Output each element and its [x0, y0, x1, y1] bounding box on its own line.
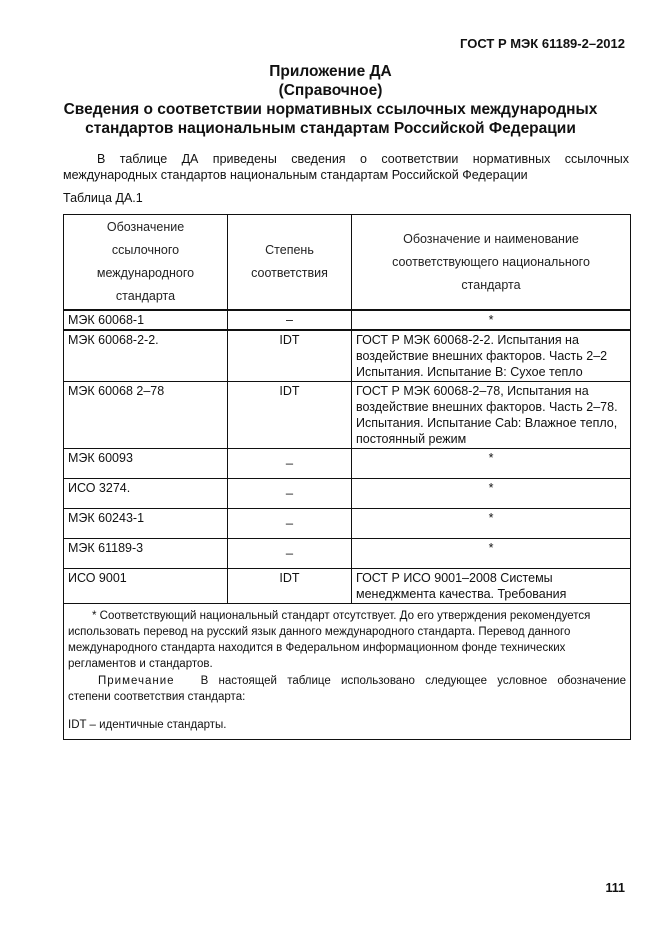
cell-degree: _: [228, 509, 352, 539]
cell-national: *: [352, 539, 631, 569]
cell-degree: IDT: [228, 382, 352, 449]
table-footnotes: [64, 604, 631, 740]
cell-national: ГОСТ Р ИСО 9001–2008 Системы менеджмента качества. Требования: [352, 569, 631, 604]
table-row: [64, 382, 631, 449]
header-reference-standard: Обозначение ссылочного международного стандарта: [64, 215, 228, 311]
appendix-title: [40, 62, 621, 138]
table-row: [64, 509, 631, 539]
cell-standard: ИСО 3274.: [64, 479, 228, 509]
cell-standard: МЭК 60068-2-2.: [64, 330, 228, 382]
cell-national: *: [352, 449, 631, 479]
table-row: [64, 310, 631, 330]
idt-definition: IDT – идентичные стандарты.: [68, 719, 227, 731]
cell-standard: МЭК 60068-1: [64, 310, 228, 330]
document-code: ГОСТ Р МЭК 61189-2–2012: [460, 36, 625, 51]
appendix-subject-line-1: Сведения о соответствии нормативных ссылочных международных: [63, 101, 598, 118]
cell-degree: IDT: [228, 330, 352, 382]
note-text: В настоящей таблице использовано следующее условное обозначение степени соответствия стандарта:: [68, 675, 626, 703]
cell-degree: _: [228, 449, 352, 479]
cell-national: ГОСТ Р МЭК 60068-2-2. Испытания на воздействие внешних факторов. Часть 2–2 Испытания. Испытание В: Сухое тепло: [352, 330, 631, 382]
table-caption: Таблица ДА.1: [63, 191, 143, 205]
table-row: [64, 479, 631, 509]
cell-national: *: [352, 479, 631, 509]
table-row: [64, 449, 631, 479]
footnote-text: * Соответствующий национальный стандарт отсутствует. До его утверждения рекомендуется использовать перевод на русский язык данного международного стандарта. Перевод данного международного стандарта находится в Федеральном информационном фонде технических регламентов и стандартов.: [68, 610, 591, 670]
header-degree: Степень соответствия: [228, 215, 352, 311]
page-number: 111: [605, 881, 625, 895]
appendix-heading: Приложение ДА: [269, 63, 392, 80]
correspondence-table: [63, 214, 631, 740]
cell-degree: IDT: [228, 569, 352, 604]
cell-standard: МЭК 60068 2–78: [64, 382, 228, 449]
cell-degree: _: [228, 539, 352, 569]
cell-national: ГОСТ Р МЭК 60068-2–78, Испытания на воздействие внешних факторов. Часть 2–78. Испытания. Испытание Cab: Влажное тепло, постоянный режим: [352, 382, 631, 449]
table-footer-row: [64, 604, 631, 740]
cell-standard: ИСО 9001: [64, 569, 228, 604]
intro-paragraph: В таблице ДА приведены сведения о соответствии нормативных ссылочных международных стандартов национальным стандартам Российской Федерации: [63, 152, 629, 182]
note-paragraph: [68, 673, 626, 705]
table-row: [64, 569, 631, 604]
cell-national: *: [352, 310, 631, 330]
table-header-row: [64, 215, 631, 311]
appendix-subject-line-2: стандартов национальным стандартам Российской Федерации: [85, 120, 576, 137]
cell-national: *: [352, 509, 631, 539]
header-national-standard: Обозначение и наименование соответствующего национального стандарта: [352, 215, 631, 311]
cell-standard: МЭК 60093: [64, 449, 228, 479]
table-row: [64, 330, 631, 382]
note-label: Примечание: [98, 675, 175, 687]
table-row: [64, 539, 631, 569]
cell-degree: –: [228, 310, 352, 330]
cell-standard: МЭК 60243-1: [64, 509, 228, 539]
cell-degree: _: [228, 479, 352, 509]
cell-standard: МЭК 61189-3: [64, 539, 228, 569]
appendix-type: (Справочное): [278, 82, 383, 99]
